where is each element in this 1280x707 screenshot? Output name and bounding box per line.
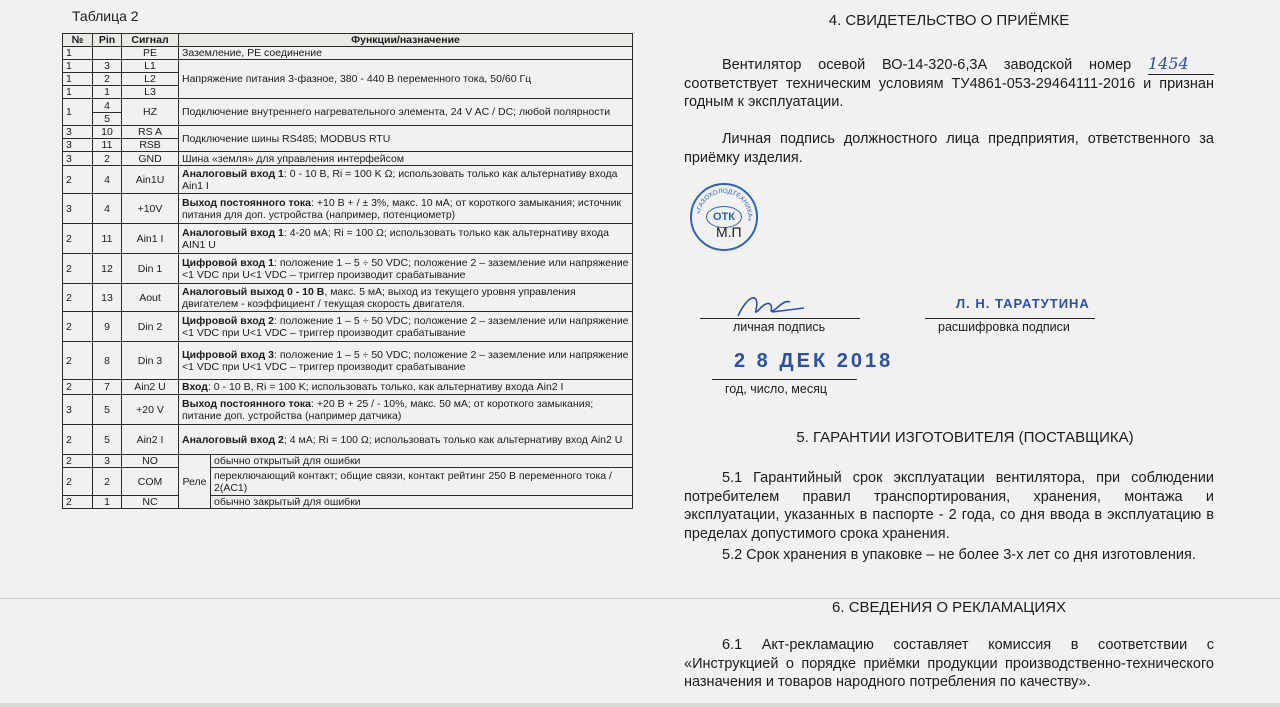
table-caption: Таблица 2 bbox=[72, 8, 139, 24]
cell-pin bbox=[93, 47, 122, 60]
cell-signal: PE bbox=[122, 47, 179, 60]
pin-table bbox=[62, 33, 633, 509]
cell-number: 1 bbox=[63, 73, 93, 86]
otk-stamp bbox=[690, 183, 758, 251]
signature-line bbox=[700, 318, 860, 319]
cell-number: 3 bbox=[63, 152, 93, 166]
cell-number: 3 bbox=[63, 126, 93, 139]
cell-function: Аналоговый вход 1: 4-20 мА; Ri = 100 Ω; использовать только как альтернативу входа AIN1 U bbox=[179, 224, 633, 254]
name-caption: расшифровка подписи bbox=[938, 320, 1070, 334]
cell-signal: L1 bbox=[122, 60, 179, 73]
cell-signal: HZ bbox=[122, 99, 179, 126]
table-row bbox=[63, 152, 633, 166]
cell-function: Аналоговый вход 2; 4 мА; Ri = 100 Ω; использовать только как альтернативу вход Ain2 U bbox=[179, 425, 633, 455]
cell-number: 2 bbox=[63, 284, 93, 312]
signature-caption: личная подпись bbox=[733, 320, 826, 334]
header-function: Функции/назначение bbox=[179, 34, 633, 47]
cell-function: Аналоговый выход 0 - 10 В, макс. 5 мА; выход из текущего уровня управления двигателем - коэффициент / текущая скорость двигателя. bbox=[179, 284, 633, 312]
name-line bbox=[925, 318, 1095, 319]
cell-function: Шина «земля» для управления интерфейсом bbox=[179, 152, 633, 166]
cell-number: 2 bbox=[63, 224, 93, 254]
warranty-paragraph-1: 5.1 Гарантийный срок эксплуатации вентилятора, при соблюдении потребителем правил транспортирования, хранения, монтажа и эксплуатации, указанных в паспорте - 2 года, со дня ввода в эксплуатацию в пределах допустимого срока хранения. bbox=[684, 470, 1214, 542]
table-row bbox=[63, 425, 633, 455]
cell-signal: Din 2 bbox=[122, 312, 179, 342]
cell-number: 2 bbox=[63, 455, 93, 468]
cell-pin: 3 bbox=[93, 60, 122, 73]
cell-number: 1 bbox=[63, 60, 93, 73]
cell-pin: 2 bbox=[93, 468, 122, 496]
cell-function: Вход: 0 - 10 В, Ri = 100 K; использовать только, как альтернативу входа Ain2 I bbox=[179, 380, 633, 395]
acceptance-title: 4. СВИДЕТЕЛЬСТВО О ПРИЁМКЕ bbox=[828, 12, 1070, 29]
table-row bbox=[63, 194, 633, 224]
cell-signal: L2 bbox=[122, 73, 179, 86]
cell-number: 1 bbox=[63, 86, 93, 99]
cell-pin: 3 bbox=[93, 455, 122, 468]
cell-number: 2 bbox=[63, 496, 93, 509]
cell-function: обычно открытый для ошибки bbox=[211, 455, 633, 468]
cell-function: Подключение шины RS485; MODBUS RTU bbox=[179, 126, 633, 152]
cell-number: 2 bbox=[63, 166, 93, 194]
cell-number: 2 bbox=[63, 380, 93, 395]
cell-signal: Aout bbox=[122, 284, 179, 312]
cell-function: Заземление, PE соединение bbox=[179, 47, 633, 60]
table-row bbox=[63, 342, 633, 380]
cell-signal: Ain2 U bbox=[122, 380, 179, 395]
table-row bbox=[63, 468, 633, 496]
cell-pin: 11 bbox=[93, 139, 122, 152]
cell-function: Цифровой вход 2: положение 1 – 5 ÷ 50 VDC; положение 2 – заземление или напряжение <1 VDC при U<1 VDC – триггер производит срабатывание bbox=[179, 312, 633, 342]
table-row bbox=[63, 47, 633, 60]
table-row bbox=[63, 496, 633, 509]
cell-signal: RS A bbox=[122, 126, 179, 139]
cell-number: 2 bbox=[63, 312, 93, 342]
cell-function: Выход постоянного тока: +20 В + 25 / - 10%, макс. 50 мА; от короткого замыкания; питание доп. устройства (например датчика) bbox=[179, 395, 633, 425]
cell-function: Напряжение питания 3-фазное, 380 - 440 В переменного тока, 50/60 Гц bbox=[179, 60, 633, 99]
table-row bbox=[63, 99, 633, 113]
cell-signal: Din 3 bbox=[122, 342, 179, 380]
signature-paragraph: Личная подпись должностного лица предприятия, ответственного за приёмку изделия. bbox=[684, 131, 1214, 166]
acceptance-date: 2 8 ДЕК 2018 bbox=[734, 350, 894, 372]
claims-paragraph: 6.1 Акт-рекламацию составляет комиссия в соответствии с «Инструкцией о порядке приёмки продукции производственно-технического назначения и товаров народного потребления по качеству». bbox=[684, 637, 1214, 690]
svg-text:«ГАЗОХОЛОДТЕХНИКА»: «ГАЗОХОЛОДТЕХНИКА» bbox=[695, 187, 754, 222]
signer-name: Л. Н. ТАРАТУТИНА bbox=[956, 296, 1090, 311]
cell-function: Выход постоянного тока: +10 В + / ± 3%, макс. 10 мА; от короткого замыкания; источник питания для доп. устройства (например, потенциометр) bbox=[179, 194, 633, 224]
cell-number: 3 bbox=[63, 395, 93, 425]
cell-function: Аналоговый вход 1: 0 - 10 В, Ri = 100 K Ω; использовать только как альтернативу входа Ain1 I bbox=[179, 166, 633, 194]
cell-signal: GND bbox=[122, 152, 179, 166]
cell-signal: COM bbox=[122, 468, 179, 496]
cell-pin: 12 bbox=[93, 254, 122, 284]
cell-number: 3 bbox=[63, 194, 93, 224]
cell-pin: 7 bbox=[93, 380, 122, 395]
cell-pin: 5 bbox=[93, 395, 122, 425]
cell-number: 3 bbox=[63, 139, 93, 152]
cell-pin: 1 bbox=[93, 496, 122, 509]
cell-signal: Ain1 I bbox=[122, 224, 179, 254]
cell-relay: Реле bbox=[179, 455, 211, 509]
table-row bbox=[63, 224, 633, 254]
serial-number: 1454 bbox=[1148, 55, 1214, 75]
cell-pin: 4 bbox=[93, 99, 122, 113]
warranty-paragraph-2: 5.2 Срок хранения в упаковке – не более 3-х лет со дня изготовления. bbox=[722, 547, 1196, 563]
cell-pin: 2 bbox=[93, 73, 122, 86]
cell-pin: 11 bbox=[93, 224, 122, 254]
cell-number: 2 bbox=[63, 342, 93, 380]
cell-number: 1 bbox=[63, 99, 93, 126]
cell-signal: Ain1U bbox=[122, 166, 179, 194]
table-row bbox=[63, 284, 633, 312]
cell-number: 2 bbox=[63, 254, 93, 284]
cell-function: Цифровой вход 3: положение 1 – 5 ÷ 50 VDC; положение 2 – заземление или напряжение <1 VDC при U<1 VDC – триггер производит срабатывание bbox=[179, 342, 633, 380]
table-header-row bbox=[63, 34, 633, 47]
cell-function: переключающий контакт; общие связи, контакт рейтинг 250 В переменного тока / 2(AC1) bbox=[211, 468, 633, 496]
cell-pin: 2 bbox=[93, 152, 122, 166]
cell-pin: 5 bbox=[93, 425, 122, 455]
table-row bbox=[63, 126, 633, 139]
table-row bbox=[63, 60, 633, 73]
cell-function: Цифровой вход 1: положение 1 – 5 ÷ 50 VDC; положение 2 – заземление или напряжение <1 VDC при U<1 VDC – триггер производит срабатывание bbox=[179, 254, 633, 284]
date-line bbox=[712, 379, 857, 380]
cell-signal: RSB bbox=[122, 139, 179, 152]
header-number: № bbox=[63, 34, 93, 47]
cell-pin: 1 bbox=[93, 86, 122, 99]
cell-pin: 4 bbox=[93, 194, 122, 224]
page-bottom-edge bbox=[0, 703, 1280, 707]
table-row bbox=[63, 395, 633, 425]
warranty-title: 5. ГАРАНТИИ ИЗГОТОВИТЕЛЯ (ПОСТАВЩИКА) bbox=[796, 429, 1134, 446]
header-signal: Сигнал bbox=[122, 34, 179, 47]
cell-number: 2 bbox=[63, 425, 93, 455]
cell-pin: 4 bbox=[93, 166, 122, 194]
stamp-center: ОТК bbox=[706, 206, 742, 228]
table-row bbox=[63, 455, 633, 468]
claims-title: 6. СВЕДЕНИЯ О РЕКЛАМАЦИЯХ bbox=[832, 599, 1066, 616]
cell-pin: 10 bbox=[93, 126, 122, 139]
cell-signal: Ain2 I bbox=[122, 425, 179, 455]
table-row bbox=[63, 254, 633, 284]
cell-function: обычно закрытый для ошибки bbox=[211, 496, 633, 509]
cell-number: 2 bbox=[63, 468, 93, 496]
cell-pin: 8 bbox=[93, 342, 122, 380]
table-row bbox=[63, 380, 633, 395]
header-pin: Pin bbox=[93, 34, 122, 47]
cell-signal: NC bbox=[122, 496, 179, 509]
table-row bbox=[63, 166, 633, 194]
cell-signal: +10V bbox=[122, 194, 179, 224]
cell-pin: 13 bbox=[93, 284, 122, 312]
cell-signal: Din 1 bbox=[122, 254, 179, 284]
cell-signal: +20 V bbox=[122, 395, 179, 425]
cell-signal: L3 bbox=[122, 86, 179, 99]
stamp-label: М.П bbox=[716, 224, 742, 240]
date-caption: год, число, месяц bbox=[725, 382, 828, 396]
cell-pin: 5 bbox=[93, 113, 122, 126]
cell-function: Подключение внутреннего нагревательного элемента, 24 V AC / DC; любой полярности bbox=[179, 99, 633, 126]
cell-pin: 9 bbox=[93, 312, 122, 342]
cell-signal: NO bbox=[122, 455, 179, 468]
table-row bbox=[63, 312, 633, 342]
cell-number: 1 bbox=[63, 47, 93, 60]
acceptance-paragraph: Вентилятор осевой ВО-14-320-6,3А заводской номер 1454 соответствует техническим условиям ТУ4861-053-29464111-2016 и признан годным к эксплуатации. bbox=[684, 54, 1214, 110]
